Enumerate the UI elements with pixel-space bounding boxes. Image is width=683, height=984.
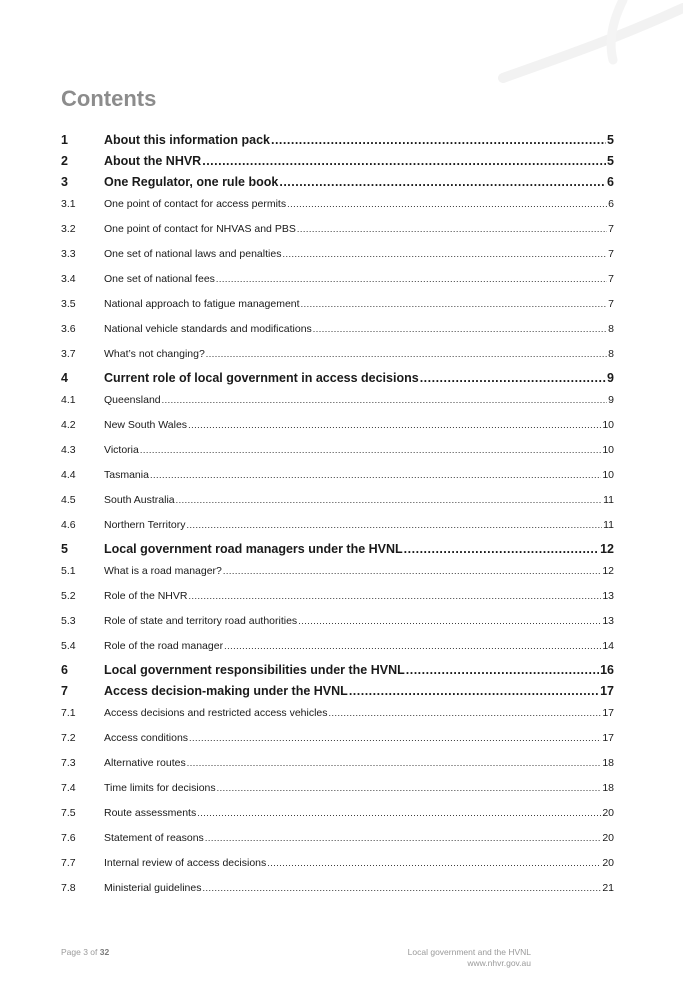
toc-dot-leader (282, 242, 607, 267)
toc-entry-label: Access conditions (104, 732, 189, 744)
toc-entry-label: Access decision-making under the HVNL (104, 684, 348, 698)
toc-entry[interactable] (61, 584, 614, 609)
toc-entry-label: Internal review of access decisions (104, 857, 267, 869)
toc-entry-page: 17 (602, 732, 614, 744)
toc-entry-number: 5.1 (61, 565, 76, 577)
toc-entry-page: 8 (608, 323, 614, 335)
toc-entry-page: 12 (602, 565, 614, 577)
toc-entry-label: Time limits for decisions (104, 782, 216, 794)
footer-page-total: 32 (99, 947, 110, 957)
toc-entry-page: 8 (608, 348, 614, 360)
toc-entry-page: 7 (608, 298, 614, 310)
toc-entry-number: 3.3 (61, 248, 76, 260)
toc-dot-leader (349, 684, 599, 698)
toc-entry[interactable] (61, 267, 614, 292)
toc-entry-label: About this information pack (104, 133, 270, 147)
toc-entry-page: 5 (607, 133, 614, 147)
toc-entry-page: 5 (607, 154, 614, 168)
toc-entry[interactable] (61, 559, 614, 584)
toc-entry[interactable] (61, 438, 614, 463)
toc-entry-page: 13 (602, 590, 614, 602)
toc-dot-leader (176, 488, 602, 513)
toc-entry-label: Northern Territory (104, 519, 186, 531)
toc-entry-number: 6 (61, 663, 68, 677)
toc-entry[interactable] (61, 192, 614, 217)
toc-entry-label: One set of national fees (104, 273, 215, 285)
page-title: Contents (61, 86, 157, 111)
toc-dot-leader (205, 826, 602, 851)
toc-entry-label: Tasmania (104, 469, 149, 481)
toc-entry-number: 7.7 (61, 857, 76, 869)
toc-entry-number: 5.2 (61, 590, 76, 602)
toc-entry[interactable] (61, 776, 614, 801)
toc-dot-leader (279, 175, 606, 189)
decorative-swoosh-graphic (463, 0, 683, 90)
toc-entry-label: Alternative routes (104, 757, 186, 769)
toc-entry-number: 2 (61, 154, 68, 168)
toc-entry-number: 4.4 (61, 469, 76, 481)
toc-dot-leader (404, 542, 599, 556)
toc-entry-label: Ministerial guidelines (104, 882, 202, 894)
toc-entry-label: Local government responsibilities under the HVNL (104, 663, 405, 677)
toc-entry[interactable] (61, 609, 614, 634)
toc-dot-leader (298, 609, 601, 634)
toc-entry-number: 5.4 (61, 640, 76, 652)
toc-entry-page: 6 (608, 198, 614, 210)
footer-document-title: Local government and the HVNL (407, 947, 531, 957)
toc-entry[interactable] (61, 634, 614, 659)
toc-entry-label: What is a road manager? (104, 565, 222, 577)
toc-entry-label: New South Wales (104, 419, 188, 431)
toc-dot-leader (202, 876, 601, 901)
toc-entry[interactable] (61, 317, 614, 342)
toc-entry-number: 7.8 (61, 882, 76, 894)
toc-entry-label: One set of national laws and penalties (104, 248, 282, 260)
toc-entry-number: 4.1 (61, 394, 76, 406)
toc-entry-page: 10 (602, 444, 614, 456)
toc-entry-label: Role of the NHVR (104, 590, 188, 602)
toc-entry-number: 4.6 (61, 519, 76, 531)
toc-dot-leader (140, 438, 601, 463)
toc-entry-label: One Regulator, one rule book (104, 175, 279, 189)
toc-entry-number: 7 (61, 684, 68, 698)
toc-entry-page: 7 (608, 223, 614, 235)
toc-entry-label: South Australia (104, 494, 175, 506)
toc-entry-number: 5 (61, 542, 68, 556)
toc-entry-label: Route assessments (104, 807, 197, 819)
toc-entry[interactable] (61, 660, 614, 680)
toc-entry-label: Access decisions and restricted access vehicles (104, 707, 328, 719)
toc-dot-leader (271, 133, 606, 147)
toc-dot-leader (297, 217, 607, 242)
toc-entry-label: Queensland (104, 394, 161, 406)
toc-entry-number: 3 (61, 175, 68, 189)
toc-entry-page: 11 (603, 494, 614, 506)
toc-entry-number: 4 (61, 371, 68, 385)
toc-dot-leader (217, 776, 602, 801)
toc-entry-number: 7.1 (61, 707, 76, 719)
toc-entry-label: Role of the road manager (104, 640, 224, 652)
toc-entry[interactable] (61, 701, 614, 726)
toc-entry-number: 7.2 (61, 732, 76, 744)
toc-entry-number: 7.6 (61, 832, 76, 844)
toc-entry[interactable] (61, 681, 614, 701)
toc-entry[interactable] (61, 368, 614, 388)
toc-entry-number: 4.2 (61, 419, 76, 431)
toc-entry-label: Role of state and territory road authorities (104, 615, 298, 627)
toc-entry[interactable] (61, 413, 614, 438)
toc-entry[interactable] (61, 388, 614, 413)
toc-dot-leader (224, 634, 601, 659)
toc-entry-page: 11 (603, 519, 614, 531)
toc-entry-label: Local government road managers under the HVNL (104, 542, 403, 556)
toc-entry-number: 4.5 (61, 494, 76, 506)
toc-entry-number: 3.4 (61, 273, 76, 285)
toc-entry[interactable] (61, 513, 614, 538)
footer-page-prefix: Page 3 of (61, 947, 98, 957)
toc-entry[interactable] (61, 826, 614, 851)
toc-entry-label: National approach to fatigue management (104, 298, 300, 310)
toc-dot-leader (287, 192, 607, 217)
toc-dot-leader (189, 726, 601, 751)
toc-dot-leader (329, 701, 602, 726)
toc-entry-page: 10 (602, 469, 614, 481)
toc-entry-page: 14 (602, 640, 614, 652)
toc-dot-leader (267, 851, 601, 876)
toc-entry[interactable] (61, 726, 614, 751)
toc-entry-page: 12 (600, 542, 614, 556)
toc-entry-page: 7 (608, 273, 614, 285)
toc-entry[interactable] (61, 217, 614, 242)
toc-entry-number: 7.3 (61, 757, 76, 769)
toc-dot-leader (150, 463, 601, 488)
toc-dot-leader (187, 751, 602, 776)
toc-entry[interactable] (61, 342, 614, 367)
toc-dot-leader (188, 413, 601, 438)
toc-entry-number: 7.5 (61, 807, 76, 819)
toc-dot-leader (223, 559, 601, 584)
toc-entry[interactable] (61, 172, 614, 192)
toc-entry-page: 18 (602, 757, 614, 769)
toc-entry-number: 3.2 (61, 223, 76, 235)
toc-entry-label: Current role of local government in access decisions (104, 371, 419, 385)
toc-entry[interactable] (61, 876, 614, 901)
toc-dot-leader (202, 154, 606, 168)
toc-entry-page: 20 (602, 832, 614, 844)
toc-entry-number: 3.7 (61, 348, 76, 360)
toc-entry-page: 17 (602, 707, 614, 719)
toc-dot-leader (406, 663, 599, 677)
toc-entry-page: 9 (608, 394, 614, 406)
footer-page-number (61, 947, 109, 957)
toc-entry-page: 10 (602, 419, 614, 431)
toc-entry[interactable] (61, 801, 614, 826)
toc-entry-label: What’s not changing? (104, 348, 205, 360)
toc-entry-number: 1 (61, 133, 68, 147)
toc-dot-leader (216, 267, 607, 292)
toc-entry-label: One point of contact for NHVAS and PBS (104, 223, 296, 235)
toc-entry[interactable] (61, 151, 614, 171)
toc-entry[interactable] (61, 242, 614, 267)
toc-dot-leader (188, 584, 601, 609)
toc-entry-number: 5.3 (61, 615, 76, 627)
toc-entry[interactable] (61, 292, 614, 317)
toc-entry-page: 9 (607, 371, 614, 385)
footer-document-info (408, 947, 531, 969)
toc-dot-leader (313, 317, 607, 342)
toc-entry[interactable] (61, 539, 614, 559)
toc-entry-number: 3.1 (61, 198, 76, 210)
toc-entry-label: One point of contact for access permits (104, 198, 287, 210)
toc-dot-leader (162, 388, 608, 413)
toc-dot-leader (206, 342, 607, 367)
toc-entry-page: 7 (608, 248, 614, 260)
toc-entry[interactable] (61, 130, 614, 150)
footer-website: www.nhvr.gov.au (467, 958, 531, 968)
toc-dot-leader (197, 801, 601, 826)
toc-dot-leader (301, 292, 608, 317)
toc-entry-page: 17 (600, 684, 614, 698)
toc-entry-number: 7.4 (61, 782, 76, 794)
toc-entry-page: 16 (600, 663, 614, 677)
toc-entry[interactable] (61, 751, 614, 776)
toc-entry-page: 18 (602, 782, 614, 794)
toc-entry-number: 4.3 (61, 444, 76, 456)
toc-entry-page: 13 (602, 615, 614, 627)
toc-dot-leader (420, 371, 606, 385)
toc-entry-label: National vehicle standards and modifications (104, 323, 312, 335)
toc-entry-label: About the NHVR (104, 154, 202, 168)
toc-entry-page: 20 (602, 857, 614, 869)
toc-entry-label: Victoria (104, 444, 139, 456)
table-of-contents (61, 129, 614, 901)
toc-entry-number: 3.6 (61, 323, 76, 335)
toc-entry-page: 6 (607, 175, 614, 189)
toc-entry-number: 3.5 (61, 298, 76, 310)
toc-entry-page: 21 (602, 882, 614, 894)
toc-dot-leader (187, 513, 603, 538)
toc-entry-label: Statement of reasons (104, 832, 204, 844)
toc-entry[interactable] (61, 851, 614, 876)
toc-entry[interactable] (61, 488, 614, 513)
toc-entry-page: 20 (602, 807, 614, 819)
toc-entry[interactable] (61, 463, 614, 488)
